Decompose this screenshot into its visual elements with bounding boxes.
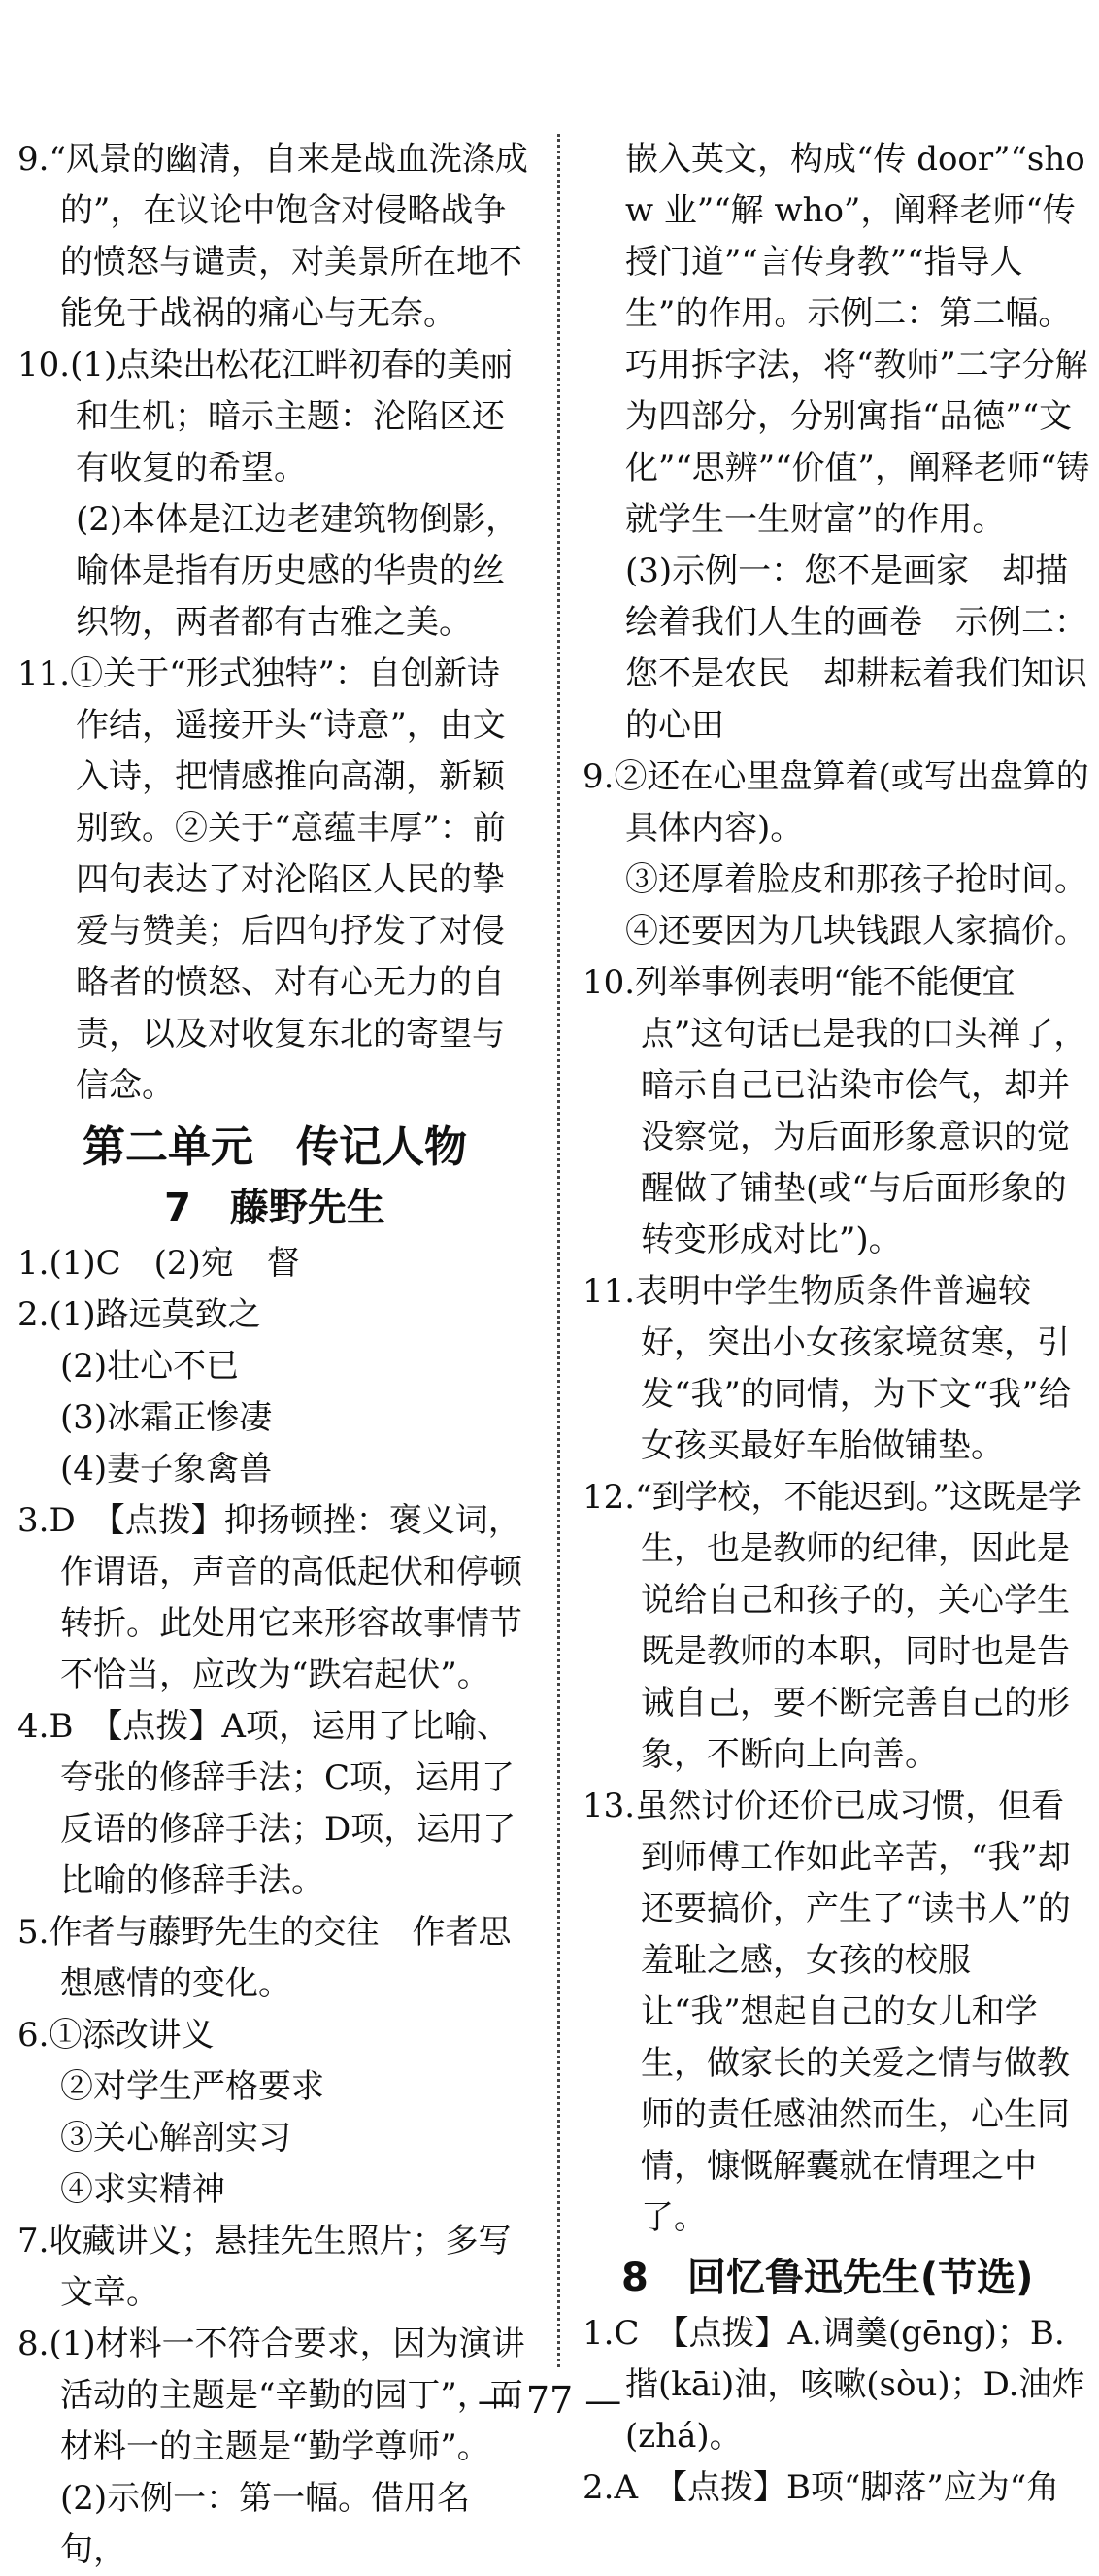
answer-paragraph: ④还要因为几块钱跟人家搞价。 (625, 912, 1087, 951)
answer-paragraph: 7.收藏讲义；悬挂先生照片；多写文章。 (17, 2222, 512, 2312)
answer-paragraph: 11.①关于“形式独特”：自创新诗作结，遥接开头“诗意”，由文入诗，把情感推向高潮，新颖别致。②关于“意蕴丰厚”：前四句表达了对沦陷区人民的挚爱与赞美；后四句抒发了对侵略者的愤怒、对有心无力的自责，以及对收复东北的寄望与信念。 (17, 654, 506, 1105)
answer-paragraph: 13.虽然讨价还价已成习惯，但看到师傅工作如此辛苦，“我”却还要搞价，产生了“读书人”的羞耻之感，女孩的校服让“我”想起自己的女儿和学生，做家长的关爱之情与做教师的责任感油然而生，心生同情，慷慨解囊就在情理之中了。 (583, 1787, 1071, 2237)
answer-paragraph: 3.D 【点拨】抑扬顿挫：褒义词，作谓语，声音的高低起伏和停顿转折。此处用它来形容故事情节不恰当，应改为“跌宕起伏”。 (17, 1501, 522, 1694)
page-number: — 77 — (477, 2379, 622, 2422)
answer-paragraph: ③关心解剖实习 (60, 2119, 291, 2158)
answer-paragraph: 6.①添改讲义 (17, 2016, 215, 2055)
answer-paragraph: 10.列举事例表明“能不能便宜点”这句话已是我的口头禅了，暗示自己已沾染市侩气，却并没察觉，为后面形象意识的觉醒做了铺垫(或“与后面形象的转变形成对比”)。 (583, 963, 1087, 1259)
answer-paragraph: ④求实精神 (60, 2170, 225, 2209)
answer-paragraph: 10.(1)点染出松花江畔初春的美丽和生机；暗示主题：沦陷区还有收复的希望。 (17, 346, 514, 487)
answer-paragraph: (2)本体是江边老建筑物倒影，喻体是指有历史感的华贵的丝织物，两者都有古雅之美。 (76, 500, 519, 642)
column-divider (557, 134, 560, 2367)
answer-paragraph: 1.C 【点拨】A.调羹(gēng)；B.揩(kāi)油，咳嗽(sòu)；D.油炸(zhá)。 (583, 2314, 1085, 2456)
answer-paragraph: 8.(1)材料一不符合要求，因为演讲活动的主题是“辛勤的园丁”，而材料一的主题是“勤学尊师”。 (17, 2325, 525, 2466)
answer-paragraph: (3)冰霜正惨凄 (60, 1398, 273, 1437)
answer-paragraph: 9.“风景的幽清，自来是战血洗涤成的”，在议论中饱含对侵略战争的愤怒与谴责，对美景所在地不能免于战祸的痛心与无奈。 (17, 140, 528, 333)
right-column (583, 134, 1097, 2514)
lesson-title: 7 藤野先生 (164, 1186, 385, 1230)
answer-paragraph: (3)示例一：您不是画家 却描绘着我们人生的画卷 示例二：您不是农民 却耕耘着我们知识的心田 (625, 552, 1087, 745)
unit-title: 第二单元 传记人物 (83, 1122, 467, 1172)
answer-paragraph: (2)壮心不已 (60, 1347, 240, 1386)
answer-paragraph: (4)妻子象禽兽 (60, 1450, 273, 1489)
answer-paragraph: 1.(1)C (2)宛 督 (17, 1244, 300, 1283)
answer-paragraph: 嵌入英文，构成“传 door”“show 业”“解 who”，阐释老师“传授门道”“言传身教”“指导人生”的作用。示例二：第二幅。巧用拆字法，将“教师”二字分解为四部分，分别寓指“品德”“文化”“思辨”“价值”，阐释老师“铸就学生一生财富”的作用。 (625, 140, 1090, 539)
answer-paragraph: 2.(1)路远莫致之 (17, 1295, 261, 1334)
answer-paragraph: ②对学生严格要求 (60, 2067, 324, 2106)
answer-paragraph: 9.②还在心里盘算着(或写出盘算的具体内容)。 (583, 757, 1089, 848)
answer-paragraph: ③还厚着脸皮和那孩子抢时间。 (625, 860, 1087, 899)
answer-paragraph: 5.作者与藤野先生的交往 作者思想感情的变化。 (17, 1913, 512, 2003)
lesson-title: 8 回忆鲁迅先生(节选) (621, 2256, 1034, 2300)
answer-paragraph: 12.“到学校，不能迟到。”这既是学生，也是教师的纪律，因此是说给自己和孩子的，关心学生既是教师的本职，同时也是告诫自己，要不断完善自己的形象，不断向上向善。 (583, 1478, 1082, 1774)
answer-paragraph: 4.B 【点拨】A项，运用了比喻、夸张的修辞手法；C项，运用了反语的修辞手法；D项，运用了比喻的修辞手法。 (17, 1707, 516, 1900)
answer-paragraph: 2.A 【点拨】B项“脚落”应为“角 (583, 2468, 1060, 2507)
answer-paragraph: (2)示例一：第一幅。借用名句， (60, 2479, 471, 2569)
left-column (17, 134, 532, 2576)
answer-paragraph: 11.表明中学生物质条件普遍较好，突出小女孩家境贫寒，引发“我”的同情，为下文“我”给女孩买最好车胎做铺垫。 (583, 1272, 1072, 1465)
